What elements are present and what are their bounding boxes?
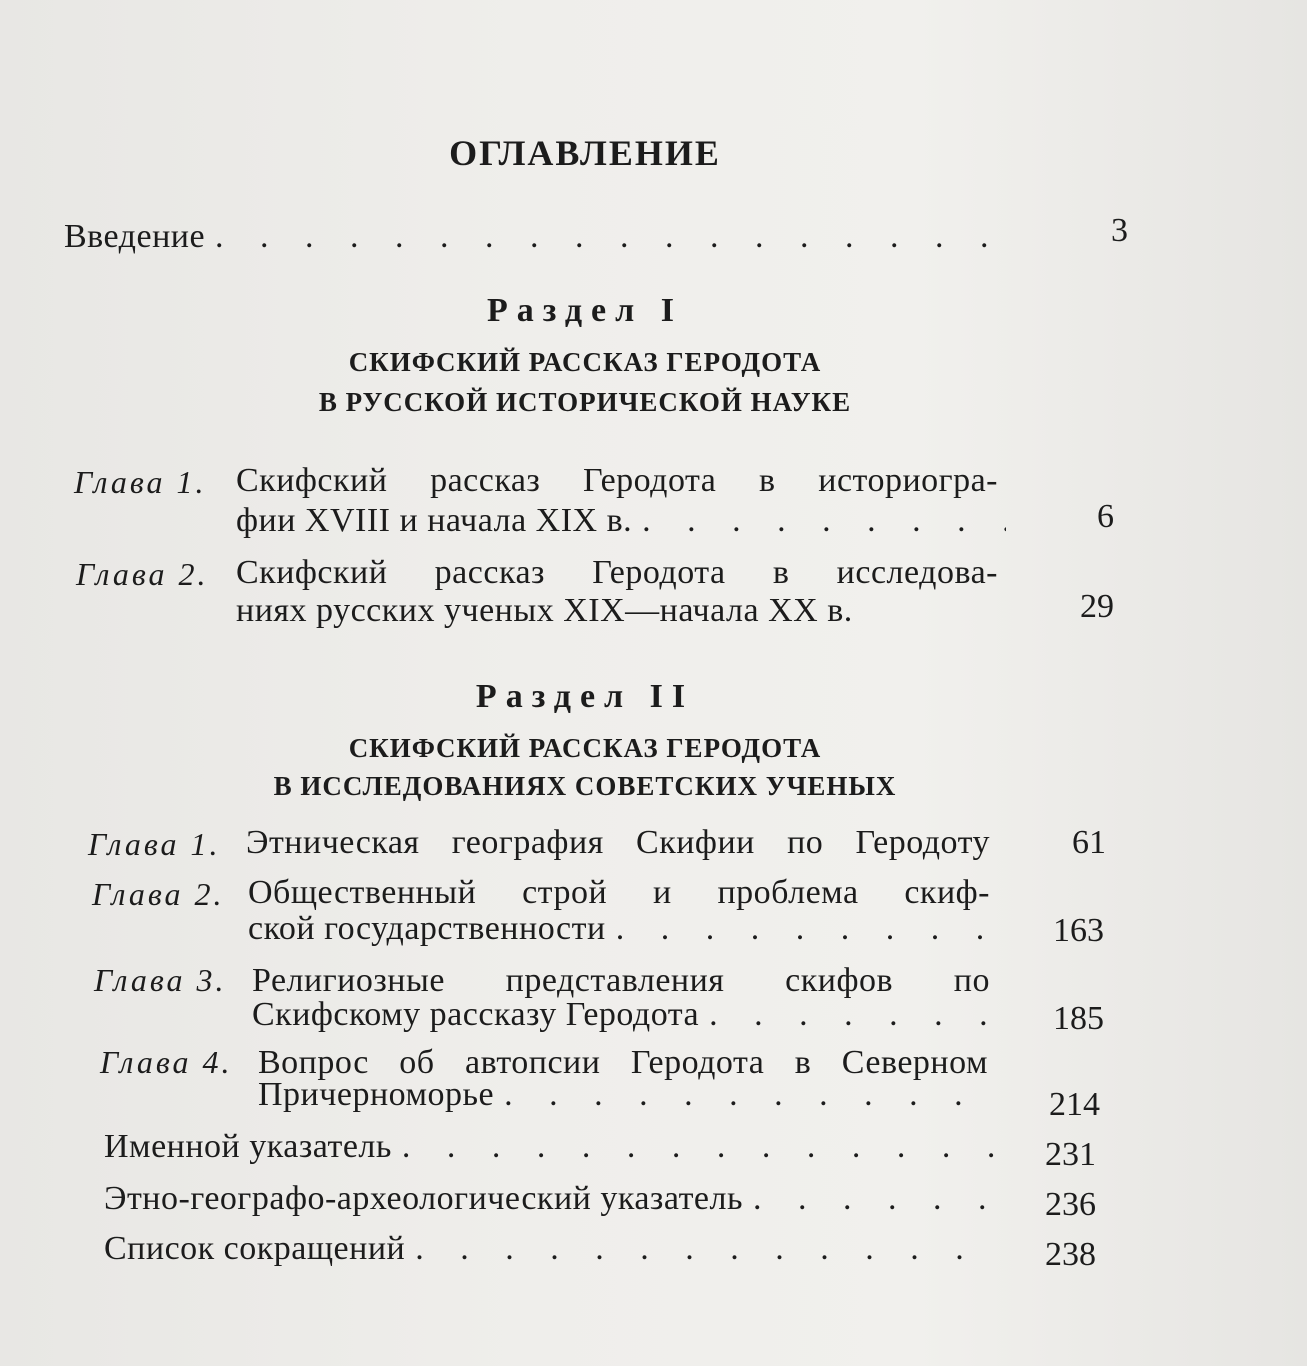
chapter-title-line: Религиозные представления скифов по <box>252 962 990 999</box>
toc-page-number: 6 <box>1097 498 1114 535</box>
dot-leader <box>494 1076 994 1114</box>
toc-page-number: 61 <box>1072 824 1106 861</box>
dot-leader <box>699 996 994 1034</box>
section-heading: СКИФСКИЙ РАССКАЗ ГЕРОДОТА <box>348 733 822 763</box>
dot-leader <box>743 1180 994 1218</box>
toc-page-number: 238 <box>1045 1236 1096 1273</box>
chapter-title-line: Вопрос об автопсии Геродота в Северном <box>258 1044 988 1081</box>
chapter-title-line: Скифский рассказ Геродота в историогра- <box>236 462 998 499</box>
chapter-title-text: Причерноморье <box>258 1076 495 1113</box>
dot-leader <box>606 910 994 948</box>
dot-leader <box>392 1128 994 1166</box>
toc-entry-index <box>104 1230 994 1268</box>
toc-page-number: 236 <box>1045 1186 1096 1223</box>
toc-entry-label: Список сокращений <box>104 1230 406 1267</box>
chapter-title-text: Скифскому рассказу Геродота <box>252 996 700 1033</box>
toc-page-number: 163 <box>1053 912 1104 949</box>
toc-page-number: 29 <box>1080 588 1114 625</box>
toc-entry-label: Именной указатель <box>104 1128 392 1165</box>
chapter-label: Глава 3. <box>94 962 227 998</box>
page-title: ОГЛАВЛЕНИЕ <box>449 133 721 173</box>
chapter-label: Глава 2. <box>92 876 225 912</box>
chapter-title-line: Этническая география Скифии по Геродоту <box>246 824 990 861</box>
section-heading: В ИССЛЕДОВАНИЯХ СОВЕТСКИХ УЧЕНЫХ <box>273 771 897 801</box>
chapter-title-line <box>258 1076 994 1114</box>
chapter-title-line: Скифский рассказ Геродота в исследова- <box>236 554 998 591</box>
toc-entry-index <box>104 1128 994 1166</box>
chapter-title-text: фии XVIII и начала XIX в. <box>236 502 633 539</box>
chapter-label: Глава 4. <box>100 1044 233 1080</box>
section-heading: СКИФСКИЙ РАССКАЗ ГЕРОДОТА <box>348 347 822 377</box>
chapter-title-line <box>236 502 1006 540</box>
chapter-title-line: Общественный строй и проблема скиф- <box>248 874 990 911</box>
chapter-label: Глава 1. <box>88 826 221 862</box>
toc-entry-intro <box>64 218 1014 256</box>
dot-leader <box>405 1230 994 1268</box>
toc-page-number: 185 <box>1053 1000 1104 1037</box>
chapter-title-line <box>248 910 994 948</box>
section-heading: В РУССКОЙ ИСТОРИЧЕСКОЙ НАУКЕ <box>318 387 852 417</box>
toc-page-number: 231 <box>1045 1136 1096 1173</box>
chapter-label: Глава 2. <box>76 556 209 592</box>
toc-page-number: 3 <box>1111 212 1128 249</box>
dot-leader <box>205 218 1014 256</box>
section-label: Раздел I <box>487 292 683 329</box>
toc-entry-index <box>104 1180 994 1218</box>
dot-leader <box>632 502 1006 540</box>
chapter-label: Глава 1. <box>74 464 207 500</box>
toc-entry-label: Этно-географо-археологический указатель <box>104 1180 743 1217</box>
section-label: Раздел II <box>475 678 695 715</box>
toc-entry-label: Введение <box>64 218 206 255</box>
toc-page-number: 214 <box>1049 1086 1100 1123</box>
chapter-title-text: ской государственности <box>248 910 606 947</box>
chapter-title-line: ниях русских ученых XIX—начала XX в. <box>236 592 853 629</box>
chapter-title-line <box>252 996 994 1034</box>
